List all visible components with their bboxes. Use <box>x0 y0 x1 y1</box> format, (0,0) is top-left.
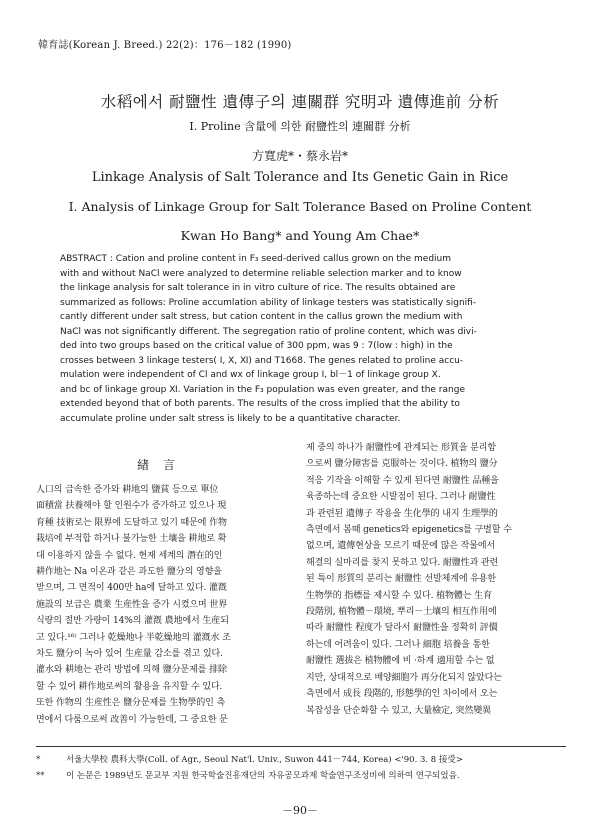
footnote-text: 이 논문은 1989년도 문교부 지원 한국학술진흥재단의 자유공모과제 학술연구조성비에 의하여 연구되었음. <box>66 771 460 781</box>
body-line: 받으며, 그 면적이 400만 ha에 달하고 있다. 灌漑 <box>36 583 227 594</box>
body-line: 해결의 실마리를 찾지 못하고 있다. 耐鹽性과 관련 <box>306 557 499 568</box>
footnote-text: 서울大學校 農科大學(Coll. of Agr., Seoul Nat'l. Univ., Suwon 441－744, Korea) <'90. 3. 8 接受> <box>66 755 464 765</box>
body-line: 耕作地는 Na 이온과 같은 과도한 鹽分의 영향을 <box>36 567 222 578</box>
title-korean: 水稻에서 耐鹽性 遺傳子의 連關群 究明과 遺傳進前 分析 <box>100 93 500 111</box>
body-line: 면에서 다룸으로써 改善이 가능한데, 그 중요한 문 <box>36 714 228 725</box>
subtitle-korean: Ⅰ. Proline 含量에 의한 耐鹽性의 連關群 分析 <box>189 120 411 133</box>
body-line: 없으며, 遺傳현상을 모르기 때문에 많은 작물에서 <box>306 541 496 552</box>
abstract-line: accumulate proline under salt stress is likely to be a quantitative character. <box>60 414 401 425</box>
subtitle-english: Ⅰ. Analysis of Linkage Group for Salt Tolerance Based on Proline Content <box>68 199 532 214</box>
body-line: 대 이용하지 않을 수 없다. 현재 세계의 潛在的인 <box>36 550 223 561</box>
page-number: －90－ <box>282 804 318 817</box>
journal-reference: 韓育誌(Korean J. Breed.) 22(2)：176－182 (1990) <box>38 40 292 51</box>
abstract-line: ded into two groups based on the critical value of 300 ppm, was 9 : 7(low : high) in the <box>60 341 453 352</box>
body-line: 栽培에 부적합 하거나 불가능한 土壤을 耕地로 확 <box>36 534 227 545</box>
authors-korean: 方寬虎*・蔡永岩* <box>251 149 348 163</box>
footnote-mark: ** <box>36 771 45 781</box>
body-line: 으로써 鹽分障害를 克服하는 것이다. 植物의 鹽分 <box>306 459 498 470</box>
body-line: 할 수 있어 耕作地로써의 활용을 유지할 수 있다. <box>36 681 223 692</box>
footnote <box>36 768 576 784</box>
body-line: 灌水와 耕地는 관리 방법에 의해 鹽分문제를 排除 <box>36 665 227 676</box>
footnote-mark: * <box>36 755 41 765</box>
abstract-line: crosses between 3 linkage testers( Ⅰ, Ⅹ, Ⅺ) and T1668. The genes related to proline accu- <box>60 355 464 366</box>
body-line: 段階別, 植物體－環境, 뿌리－土壤의 相互作用에 <box>306 607 497 618</box>
body-line: 적응 기작을 이해할 수 있게 된다면 耐鹽性 品種을 <box>306 475 499 486</box>
footnote <box>36 752 576 768</box>
body-line: 차도 鹽分이 녹아 있어 生産量 감소를 겪고 있다. <box>36 649 223 660</box>
abstract-line: cantly different under salt stress, but cation content in the callus grown the medium with <box>60 312 463 323</box>
body-column-right <box>306 440 560 719</box>
abstract <box>60 252 544 427</box>
abstract-line: the linkage analysis for salt tolerance in in vitro culture of rice. The results obtained are <box>60 283 456 294</box>
body-line: 面積當 扶養해야 할 인원수가 증가하고 있으나 現 <box>36 501 227 512</box>
section-heading-introduction: 緖言 <box>136 458 189 472</box>
abstract-line: NaCl was not significantly different. The segregation ratio of proline content, which was divi- <box>60 326 477 337</box>
footnotes <box>36 752 576 784</box>
abstract-line: with and without NaCl were analyzed to determine reliable selection marker and to know <box>60 268 462 279</box>
body-line: 育種 技術로는 限界에 도달하고 있기 때문에 作物 <box>36 517 227 528</box>
abstract-line: extended beyond that of both parents. The results of the cross implied that the ability to <box>60 399 460 410</box>
body-line: 과 관련된 遺傳子 작용을 生化學的 내지 生理學的 <box>306 508 498 519</box>
body-line: 식량의 절반 가량이 14%의 灌漑 農地에서 生産되 <box>36 616 229 627</box>
body-line: 하는데 어려움이 있다. 그러나 細胞 培養을 통한 <box>306 639 490 650</box>
body-line: 生物學的 指標를 제시할 수 있다. 植物體는 生育 <box>306 590 492 601</box>
body-line: 人口의 급속한 증가와 耕地의 鹽貧 등으로 單位 <box>36 485 219 495</box>
body-line: 측면에서 봄때 genetics와 epigenetics를 구별할 수 <box>306 525 512 536</box>
body-line: 측면에서 成長 段階的, 形態學的인 차이에서 오는 <box>306 689 498 700</box>
authors-english: Kwan Ho Bang* and Young Am Chae* <box>180 228 420 243</box>
abstract-line: summarized as follows: Proline accumlation ability of linkage testers was statistically signifi- <box>60 297 477 308</box>
abstract-line: mulation were independent of Cl and wx of linkage group Ⅰ, bl－1 of linkage group Ⅹ. <box>60 370 441 381</box>
abstract-line: ABSTRACT : Cation and proline content in F₃ seed-derived callus grown on the medium <box>60 254 452 264</box>
footnote-divider <box>36 746 566 747</box>
body-line: 제 중의 하나가 耐鹽性에 관계되는 形質을 분리함 <box>306 443 496 453</box>
body-column-left <box>36 482 290 728</box>
abstract-line: and bc of linkage group Ⅺ. Variation in the F₃ population was even greater, and the range <box>60 384 465 395</box>
body-line: 된 특이 形質의 분리는 耐鹽性 선발체계에 유용한 <box>306 574 496 585</box>
body-line: 耐鹽性 選拔은 植物體에 비 ·하계 適用할 수는 없 <box>306 656 495 667</box>
body-line: 지만, 상대적으로 배양細胞가 再分化되지 않았다는 <box>306 672 502 683</box>
body-line: 또한 作物의 生産性은 鹽分문제를 生物學的인 측 <box>36 698 226 709</box>
body-line: 따라 耐鹽性 程度가 달라서 耐鹽性을 정확히 評價 <box>306 623 498 634</box>
body-line: 육종하는데 중요한 시발점이 된다. 그러나 耐鹽性 <box>306 492 496 503</box>
title-english: Linkage Analysis of Salt Tolerance and Its Genetic Gain in Rice <box>91 170 509 185</box>
body-line: 고 있다.¹⁶⁾ 그러나 乾燥地나 半乾燥地의 灌漑水 조 <box>36 632 231 643</box>
body-line: 施設의 보급은 農業 生産性을 증가 시켰으며 世界 <box>36 599 228 610</box>
body-line: 복잡성을 단순화할 수 있고, 大量檢定, 突然變異 <box>306 705 492 716</box>
